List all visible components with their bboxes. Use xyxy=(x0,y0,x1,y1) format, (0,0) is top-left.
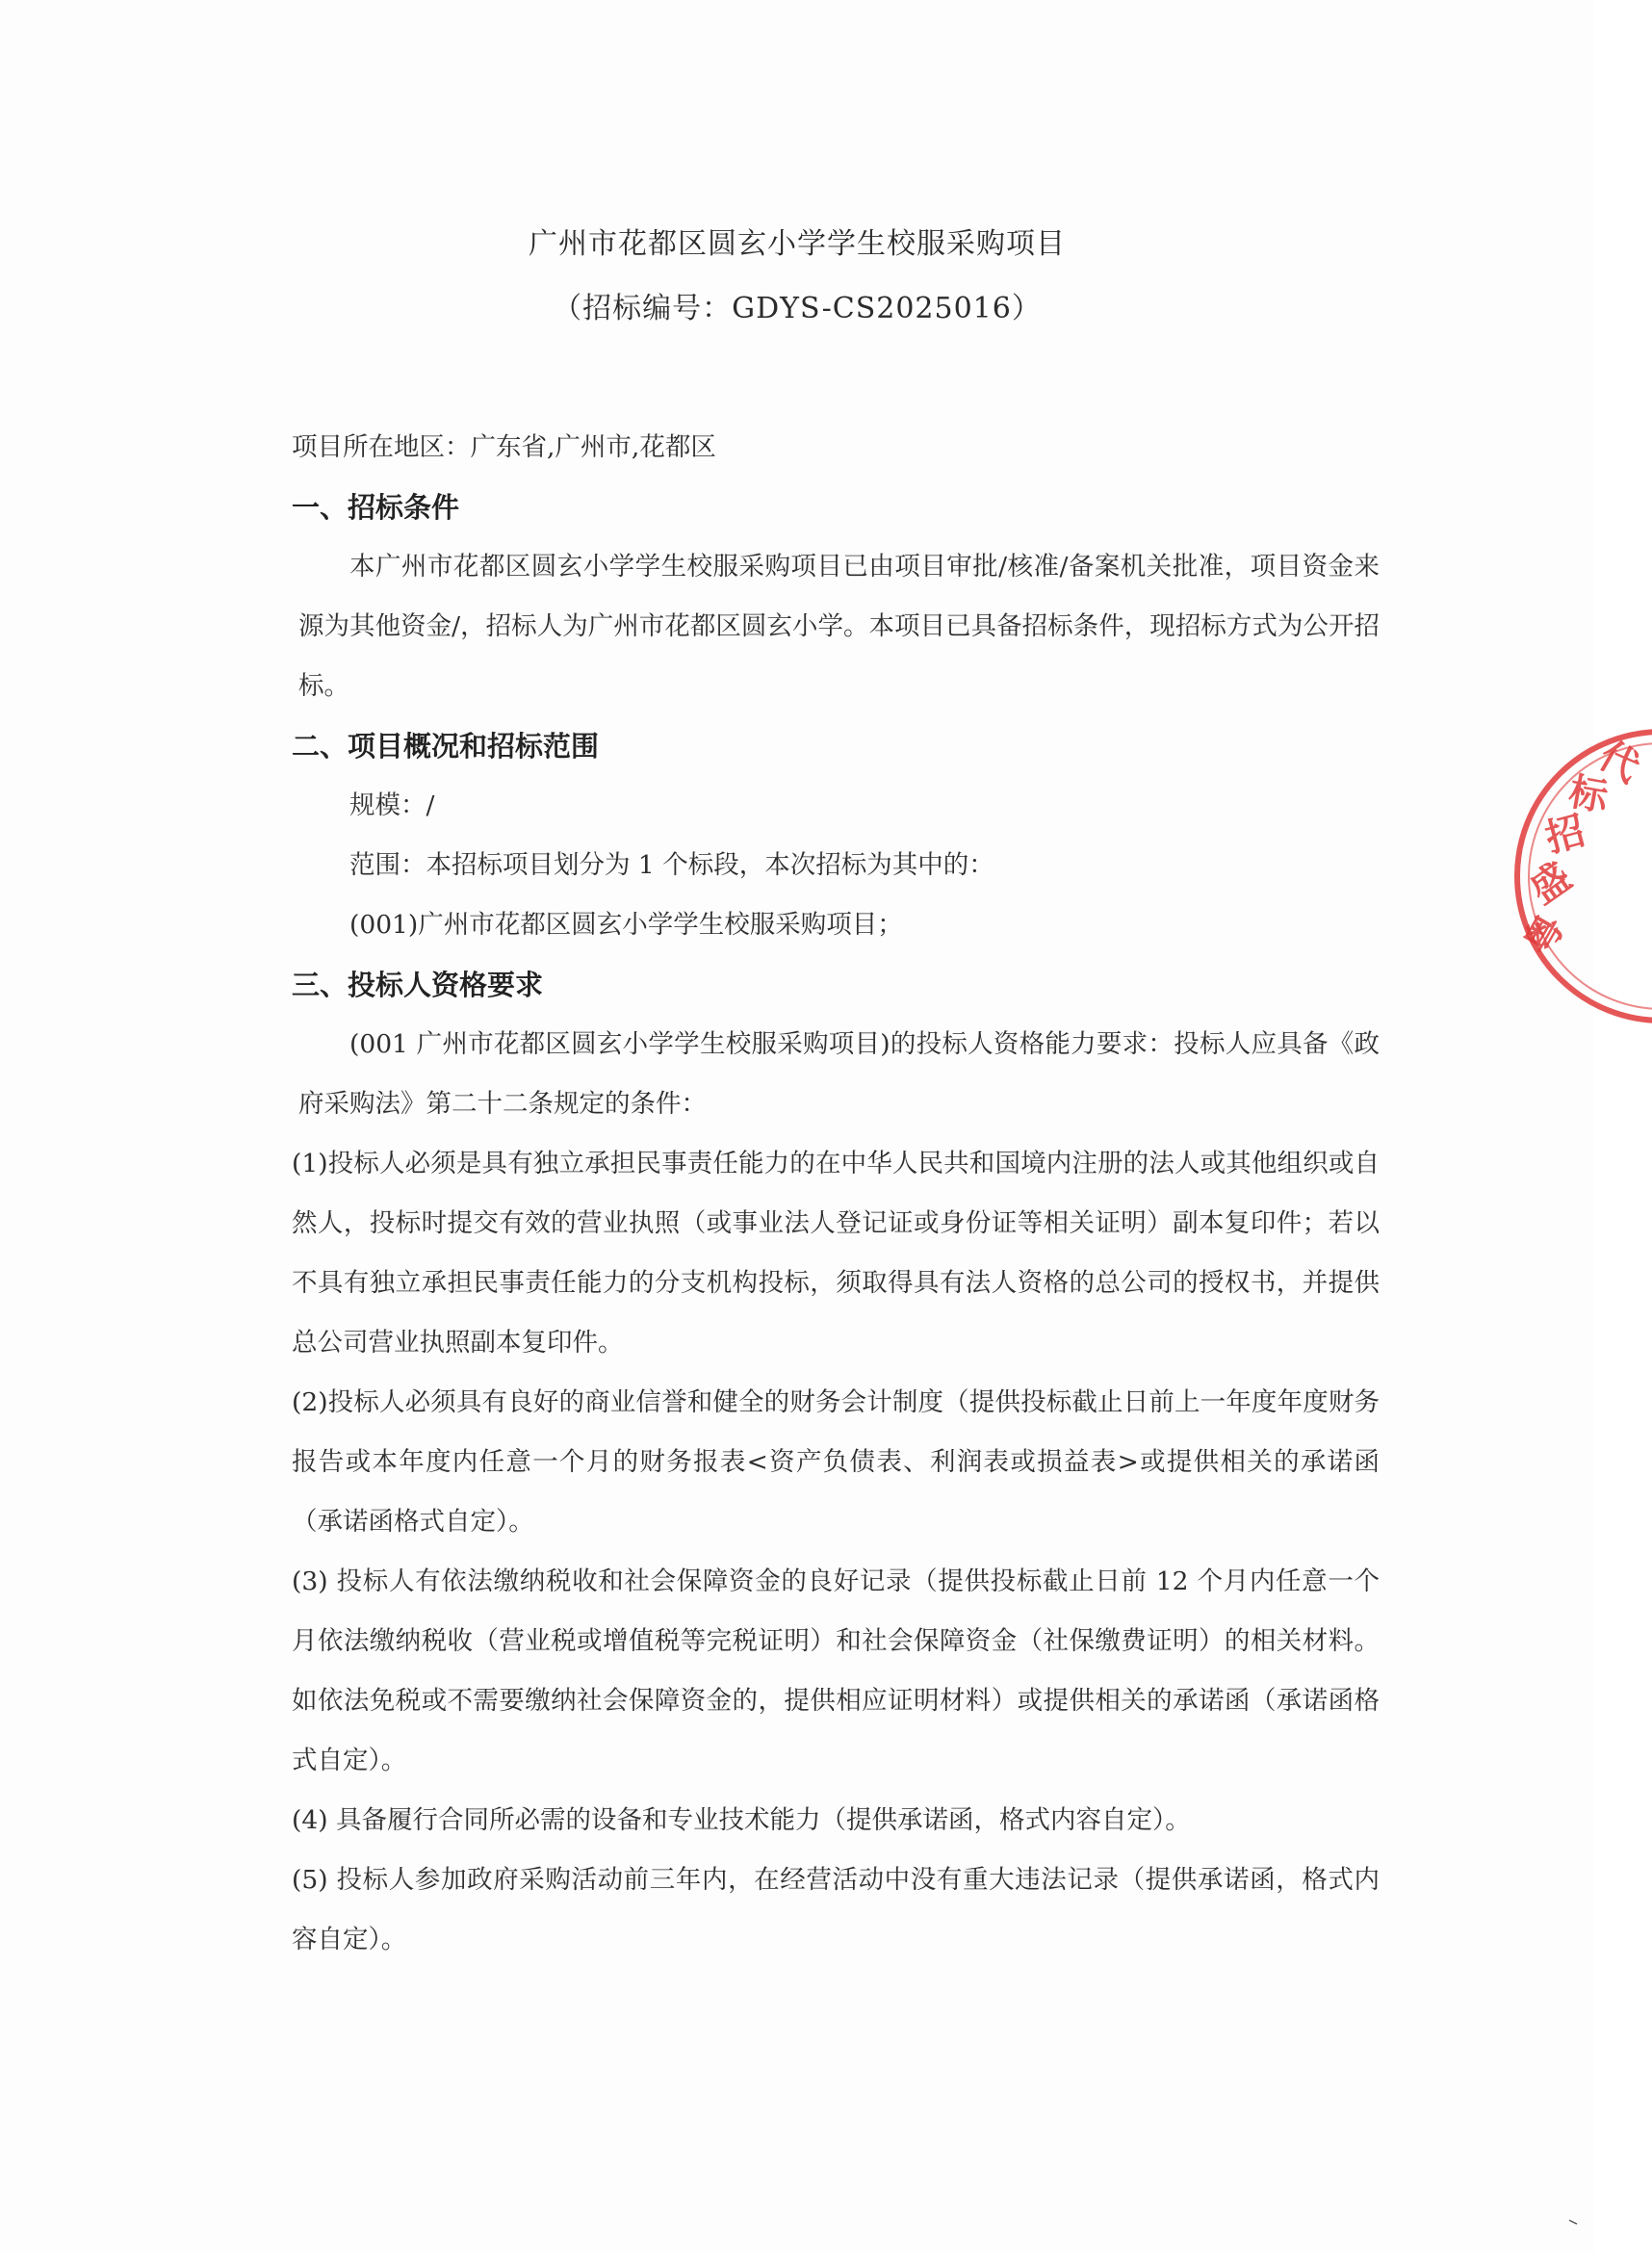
document-title: 广州市花都区圆玄小学学生校服采购项目 xyxy=(529,227,1066,261)
svg-text:代: 代 xyxy=(1591,733,1647,791)
qualification-item-3: (3) 投标人有依法缴纳税收和社会保障资金的良好记录（提供投标截止日前 12 个月内任意一个月依法缴纳税收（营业税或增值税等完税证明）和社会保障资金（社保缴费证明）的相关材料。如依法免税或不需要缴纳社会保障资金的，提供相应证明材料）或提供相关的承诺函（承诺函格式自定）。 xyxy=(292,1566,1380,1775)
paragraph-lot: (001)广州市花都区圆玄小学学生校服采购项目； xyxy=(349,910,903,940)
section-heading-tender-conditions: 一、招标条件 xyxy=(292,491,460,524)
section-heading-bidder-qualification: 三、投标人资格要求 xyxy=(292,969,544,1001)
company-seal xyxy=(1508,717,1652,1035)
qualification-item-2: (2)投标人必须具有良好的商业信誉和健全的财务会计制度（提供投标截止日前上一年度年度财务报告或本年度内任意一个月的财务报表<资产负债表、利润表或损益表>或提供相关的承诺函（承诺函格式自定）。 xyxy=(292,1387,1380,1537)
paragraph: (001 广州市花都区圆玄小学学生校服采购项目)的投标人资格能力要求：投标人应具备《政府采购法》第二十二条规定的条件： xyxy=(298,1029,1380,1119)
paragraph: 本广州市花都区圆玄小学学生校服采购项目已由项目审批/核准/备案机关批准，项目资金来源为其他资金/，招标人为广州市花都区圆玄小学。本项目已具备招标条件，现招标方式为公开招标。 xyxy=(298,552,1380,701)
document-body xyxy=(292,418,1380,1970)
paragraph-scope: 范围：本招标项目划分为 1 个标段，本次招标为其中的： xyxy=(349,850,994,880)
svg-text:粤: 粤 xyxy=(1515,907,1574,963)
scan-mark xyxy=(1569,2219,1579,2225)
qualification-item-4: (4) 具备履行合同所必需的设备和专业技术能力（提供承诺函，格式内容自定）。 xyxy=(292,1805,1191,1835)
tender-number: （招标编号：GDYS-CS2025016） xyxy=(553,292,1042,325)
section-heading-project-overview: 二、项目概况和招标范围 xyxy=(292,730,600,763)
svg-text:标: 标 xyxy=(1565,769,1612,820)
qualification-item-1: (1)投标人必须是具有独立承担民事责任能力的在中华人民共和国境内注册的法人或其他组织或自然人，投标时提交有效的营业执照（或事业法人登记证或身份证等相关证明）副本复印件；若以不具有独立承担民事责任能力的分支机构投标，须取得具有法人资格的总公司的授权书，并提供总公司营业执照副本复印件。 xyxy=(292,1149,1380,1358)
paragraph-scale: 规模：/ xyxy=(349,790,435,820)
svg-text:盛: 盛 xyxy=(1522,854,1580,914)
qualification-item-5: (5) 投标人参加政府采购活动前三年内，在经营活动中没有重大违法记录（提供承诺函，格式内容自定）。 xyxy=(292,1865,1380,1954)
project-location: 项目所在地区：广东省,广州市,花都区 xyxy=(292,432,716,462)
svg-text:招: 招 xyxy=(1540,808,1590,862)
